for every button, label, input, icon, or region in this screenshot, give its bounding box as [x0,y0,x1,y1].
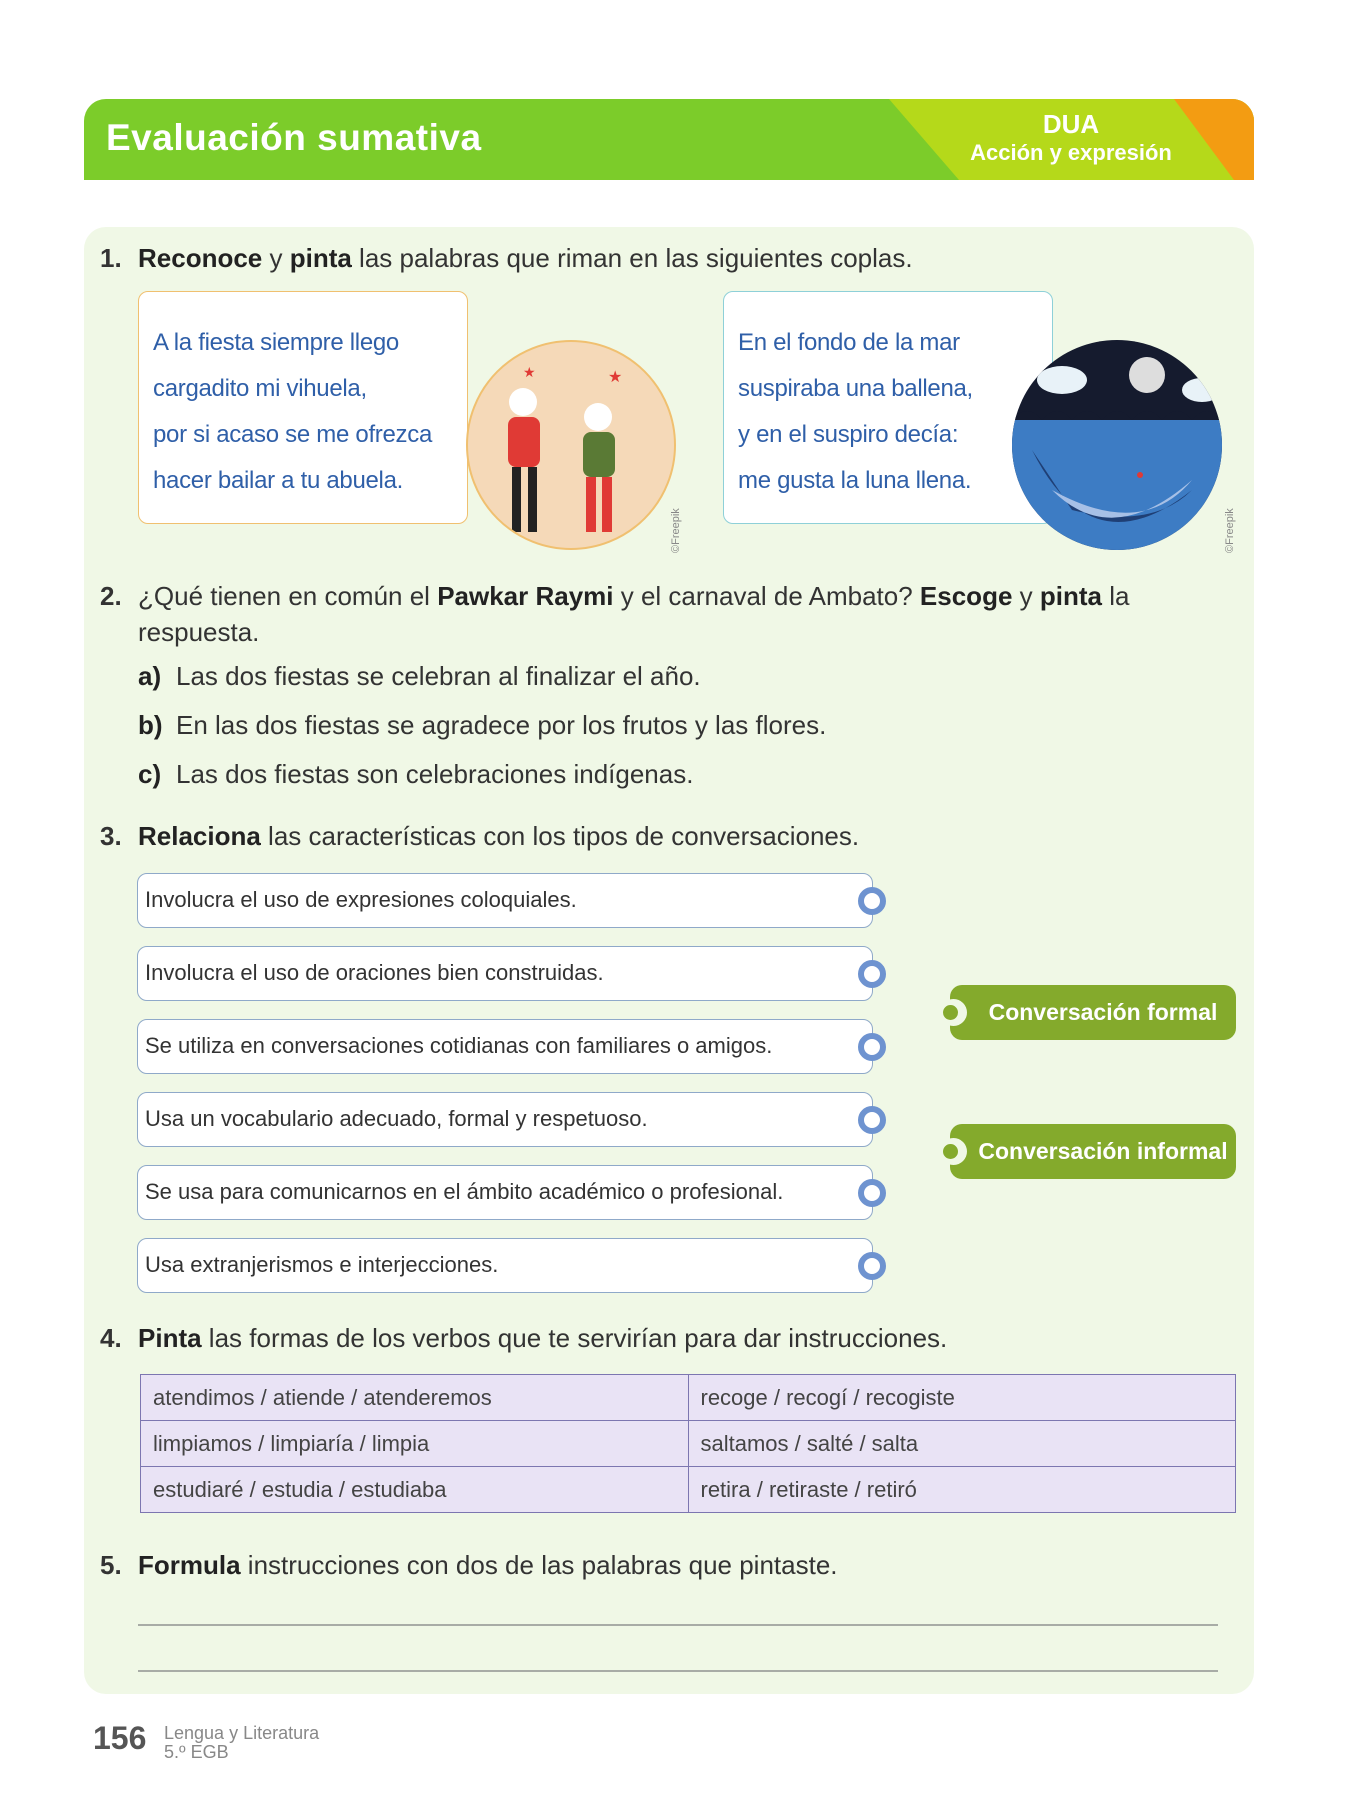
footer-subject: Lengua y Literatura 5.º EGB [164,1723,320,1762]
table-row [141,1421,1236,1467]
verb-cell[interactable]: saltamos / salté / salta [688,1421,1236,1467]
question-2: 2. ¿Qué tienen en común el Pawkar Raymi y el carnaval de Ambato? Escoge y pinta la respuesta. [100,581,1130,647]
dancing-grandparents-illustration [466,340,676,550]
verb-cell[interactable]: recoge / recogí / recogiste [688,1375,1236,1421]
verb-cell[interactable]: retira / retiraste / retiró [688,1467,1236,1513]
table-row [141,1467,1236,1513]
characteristic-item: Se utiliza en conversaciones cotidianas con familiares o amigos. [137,1019,873,1074]
verb-cell[interactable]: estudiaré / estudia / estudiaba [141,1467,689,1513]
page-number: 156 [93,1720,147,1756]
verb-cell[interactable]: limpiamos / limpiaría / limpia [141,1421,689,1467]
svg-text:★: ★ [608,369,623,386]
question-4: 4. Pinta las formas de los verbos que te servirían para dar instrucciones. [100,1323,948,1353]
section-header [84,99,1254,180]
copla-1: A la fiesta siempre llego cargadito mi vihuela, por si acaso se me ofrezca hacer bailar a tu abuela. [138,291,468,524]
characteristic-item: Usa un vocabulario adecuado, formal y respetuoso. [137,1092,873,1147]
dua-badge [966,109,1176,166]
verb-cell[interactable]: atendimos / atiende / atenderemos [141,1375,689,1421]
table-row [141,1375,1236,1421]
answer-line[interactable] [138,1670,1218,1672]
connector-circle[interactable] [858,1179,886,1207]
option-a[interactable]: a) Las dos fiestas se celebran al finalizar el año. [138,661,701,691]
connector-dot[interactable] [940,999,967,1026]
image-credit: ©Freepik [670,508,682,553]
characteristic-item: Se usa para comunicarnos en el ámbito académico o profesional. [137,1165,873,1220]
target-informal[interactable]: Conversación informal [950,1124,1236,1179]
whale-moon-illustration [1012,340,1222,550]
image-credit: ©Freepik [1224,508,1236,553]
characteristic-item: Usa extranjerismos e interjecciones. [137,1238,873,1293]
dua-title: DUA [1042,109,1100,139]
question-5: 5. Formula instrucciones con dos de las palabras que pintaste. [100,1550,838,1580]
connector-dot[interactable] [940,1138,967,1165]
svg-text:★: ★ [523,364,536,380]
connector-circle[interactable] [858,887,886,915]
connector-circle[interactable] [858,960,886,988]
option-c[interactable]: c) Las dos fiestas son celebraciones indígenas. [138,759,694,789]
characteristic-item: Involucra el uso de expresiones coloquiales. [137,873,873,928]
copla-2: En el fondo de la mar suspiraba una ballena, y en el suspiro decía: me gusta la luna llena. [723,291,1053,524]
verb-table [140,1374,1236,1513]
dua-subtitle: Acción y expresión [970,140,1172,165]
connector-circle[interactable] [858,1106,886,1134]
connector-circle[interactable] [858,1033,886,1061]
question-3: 3. Relaciona las características con los tipos de conversaciones. [100,821,860,851]
option-b[interactable]: b) En las dos fiestas se agradece por los frutos y las flores. [138,710,827,740]
target-formal[interactable]: Conversación formal [950,985,1236,1040]
answer-line[interactable] [138,1624,1218,1626]
connector-circle[interactable] [858,1252,886,1280]
question-1: 1. Reconoce y pinta las palabras que riman en las siguientes coplas. [100,243,913,273]
characteristic-item: Involucra el uso de oraciones bien construidas. [137,946,873,1001]
page-title: Evaluación sumativa [106,117,482,158]
